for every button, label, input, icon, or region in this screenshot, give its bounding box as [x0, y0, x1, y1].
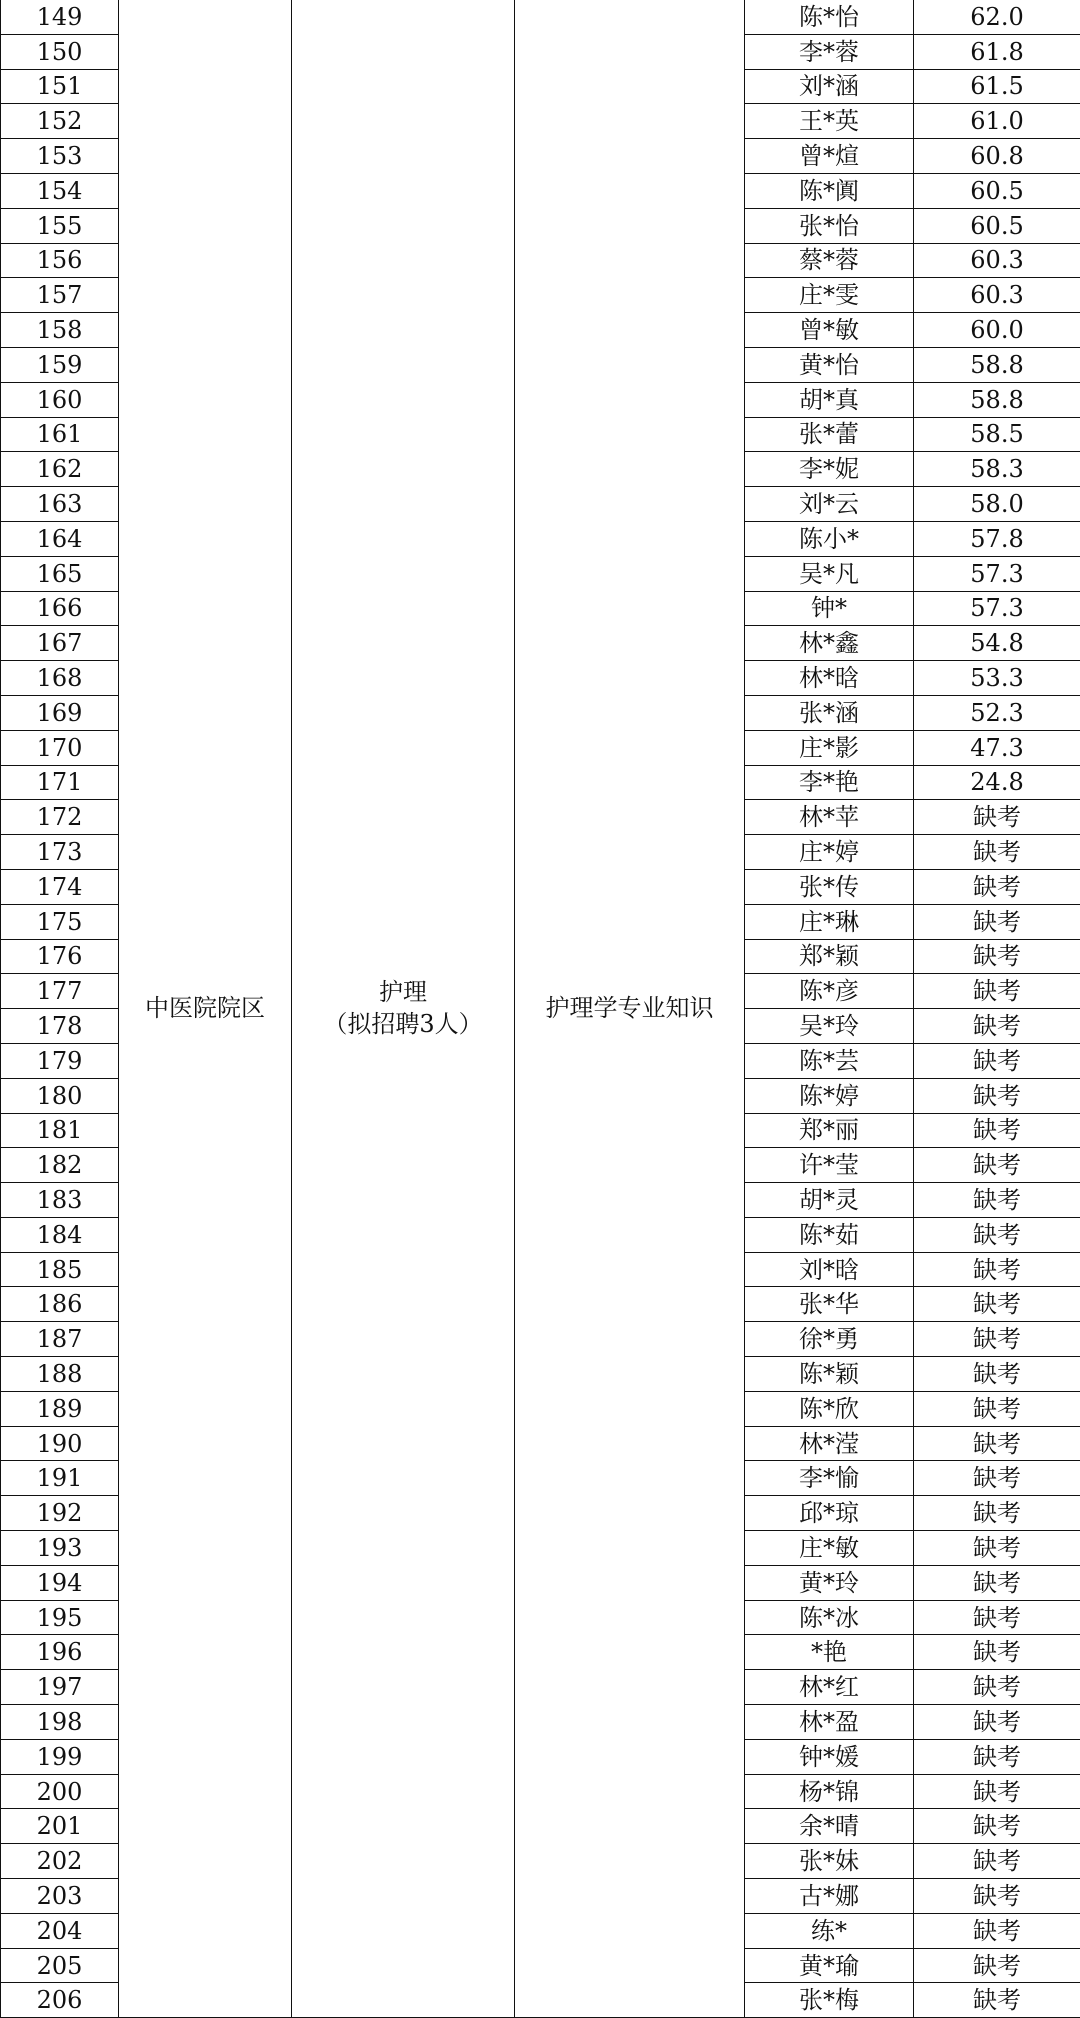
serial-number-cell: 150: [1, 34, 119, 69]
position-title: 护理: [292, 977, 514, 1008]
score-cell: 缺考: [914, 1183, 1080, 1218]
serial-number-cell: 201: [1, 1809, 119, 1844]
candidate-name-cell: 庄*琳: [745, 904, 914, 939]
candidate-name-cell: 陈*彦: [745, 974, 914, 1009]
serial-number-cell: 181: [1, 1113, 119, 1148]
score-cell: 60.3: [914, 243, 1080, 278]
candidate-name-cell: *艳: [745, 1635, 914, 1670]
serial-number-cell: 168: [1, 661, 119, 696]
serial-number-cell: 177: [1, 974, 119, 1009]
score-cell: 缺考: [914, 1357, 1080, 1392]
candidate-name-cell: 郑*颖: [745, 939, 914, 974]
score-cell: 缺考: [914, 1217, 1080, 1252]
candidate-name-cell: 张*蕾: [745, 417, 914, 452]
serial-number-cell: 166: [1, 591, 119, 626]
candidate-name-cell: 李*愉: [745, 1461, 914, 1496]
serial-number-cell: 197: [1, 1670, 119, 1705]
candidate-name-cell: 蔡*蓉: [745, 243, 914, 278]
serial-number-cell: 155: [1, 208, 119, 243]
candidate-name-cell: 李*艳: [745, 765, 914, 800]
candidate-name-cell: 黄*瑜: [745, 1948, 914, 1983]
serial-number-cell: 182: [1, 1148, 119, 1183]
serial-number-cell: 175: [1, 904, 119, 939]
serial-number-cell: 196: [1, 1635, 119, 1670]
score-cell: 缺考: [914, 835, 1080, 870]
serial-number-cell: 149: [1, 0, 119, 34]
score-cell: 缺考: [914, 1322, 1080, 1357]
score-cell: 60.3: [914, 278, 1080, 313]
score-cell: 57.8: [914, 521, 1080, 556]
score-cell: 缺考: [914, 1774, 1080, 1809]
score-cell: 缺考: [914, 1948, 1080, 1983]
exam-subject-cell: 护理学专业知识: [515, 0, 745, 2018]
candidate-name-cell: 徐*勇: [745, 1322, 914, 1357]
serial-number-cell: 153: [1, 139, 119, 174]
serial-number-cell: 164: [1, 521, 119, 556]
score-cell: 47.3: [914, 730, 1080, 765]
candidate-name-cell: 林*红: [745, 1670, 914, 1705]
candidate-name-cell: 吴*玲: [745, 1009, 914, 1044]
score-cell: 缺考: [914, 1670, 1080, 1705]
score-cell: 53.3: [914, 661, 1080, 696]
score-cell: 缺考: [914, 800, 1080, 835]
candidate-name-cell: 郑*丽: [745, 1113, 914, 1148]
candidate-name-cell: 余*晴: [745, 1809, 914, 1844]
score-cell: 57.3: [914, 591, 1080, 626]
candidate-name-cell: 刘*云: [745, 487, 914, 522]
serial-number-cell: 185: [1, 1252, 119, 1287]
score-cell: 缺考: [914, 1844, 1080, 1879]
score-cell: 缺考: [914, 1809, 1080, 1844]
serial-number-cell: 183: [1, 1183, 119, 1218]
candidate-name-cell: 胡*灵: [745, 1183, 914, 1218]
candidate-name-cell: 黄*怡: [745, 347, 914, 382]
score-cell: 缺考: [914, 1705, 1080, 1740]
score-cell: 缺考: [914, 1983, 1080, 2018]
serial-number-cell: 198: [1, 1705, 119, 1740]
candidate-name-cell: 杨*锦: [745, 1774, 914, 1809]
score-cell: 缺考: [914, 1391, 1080, 1426]
score-cell: 缺考: [914, 1496, 1080, 1531]
score-cell: 58.3: [914, 452, 1080, 487]
candidate-name-cell: 庄*雯: [745, 278, 914, 313]
serial-number-cell: 192: [1, 1496, 119, 1531]
score-cell: 缺考: [914, 1148, 1080, 1183]
candidate-name-cell: 陈*欣: [745, 1391, 914, 1426]
candidate-name-cell: 张*妹: [745, 1844, 914, 1879]
serial-number-cell: 203: [1, 1879, 119, 1914]
score-cell: 缺考: [914, 1252, 1080, 1287]
score-cell: 24.8: [914, 765, 1080, 800]
serial-number-cell: 187: [1, 1322, 119, 1357]
serial-number-cell: 180: [1, 1078, 119, 1113]
score-cell: 62.0: [914, 0, 1080, 34]
serial-number-cell: 159: [1, 347, 119, 382]
score-cell: 缺考: [914, 904, 1080, 939]
district-cell: 中医院院区: [119, 0, 292, 2018]
candidate-name-cell: 庄*影: [745, 730, 914, 765]
table-body: [1, 0, 1080, 2018]
score-cell: 缺考: [914, 1426, 1080, 1461]
serial-number-cell: 173: [1, 835, 119, 870]
serial-number-cell: 152: [1, 104, 119, 139]
candidate-name-cell: 王*英: [745, 104, 914, 139]
serial-number-cell: 174: [1, 869, 119, 904]
serial-number-cell: 204: [1, 1913, 119, 1948]
serial-number-cell: 176: [1, 939, 119, 974]
candidate-name-cell: 张*梅: [745, 1983, 914, 2018]
candidate-name-cell: 练*: [745, 1913, 914, 1948]
candidate-name-cell: 邱*琼: [745, 1496, 914, 1531]
serial-number-cell: 165: [1, 556, 119, 591]
table-row: [1, 0, 1080, 34]
serial-number-cell: 199: [1, 1739, 119, 1774]
candidate-name-cell: 陈*芸: [745, 1043, 914, 1078]
score-cell: 54.8: [914, 626, 1080, 661]
score-cell: 缺考: [914, 1531, 1080, 1566]
candidate-name-cell: 张*传: [745, 869, 914, 904]
score-cell: 58.5: [914, 417, 1080, 452]
position-cell: [292, 0, 515, 2018]
candidate-name-cell: 陈*颖: [745, 1357, 914, 1392]
candidate-name-cell: 刘*涵: [745, 69, 914, 104]
candidate-name-cell: 陈*茹: [745, 1217, 914, 1252]
candidate-name-cell: 陈*冰: [745, 1600, 914, 1635]
candidate-name-cell: 许*莹: [745, 1148, 914, 1183]
candidate-name-cell: 吴*凡: [745, 556, 914, 591]
serial-number-cell: 162: [1, 452, 119, 487]
score-cell: 52.3: [914, 695, 1080, 730]
serial-number-cell: 169: [1, 695, 119, 730]
serial-number-cell: 205: [1, 1948, 119, 1983]
candidate-name-cell: 李*妮: [745, 452, 914, 487]
score-cell: 缺考: [914, 869, 1080, 904]
score-cell: 58.8: [914, 347, 1080, 382]
serial-number-cell: 206: [1, 1983, 119, 2018]
candidate-name-cell: 曾*敏: [745, 313, 914, 348]
score-cell: 缺考: [914, 1600, 1080, 1635]
serial-number-cell: 161: [1, 417, 119, 452]
serial-number-cell: 184: [1, 1217, 119, 1252]
candidate-name-cell: 胡*真: [745, 382, 914, 417]
score-cell: 缺考: [914, 1009, 1080, 1044]
serial-number-cell: 172: [1, 800, 119, 835]
score-cell: 缺考: [914, 1913, 1080, 1948]
score-cell: 缺考: [914, 1287, 1080, 1322]
score-cell: 缺考: [914, 1043, 1080, 1078]
serial-number-cell: 186: [1, 1287, 119, 1322]
serial-number-cell: 178: [1, 1009, 119, 1044]
position-quota-note: （拟招聘3人）: [292, 1009, 514, 1040]
score-cell: 58.8: [914, 382, 1080, 417]
candidate-name-cell: 林*盈: [745, 1705, 914, 1740]
candidate-name-cell: 李*蓉: [745, 34, 914, 69]
score-cell: 57.3: [914, 556, 1080, 591]
score-cell: 缺考: [914, 1461, 1080, 1496]
candidate-name-cell: 张*涵: [745, 695, 914, 730]
candidate-name-cell: 陈*婷: [745, 1078, 914, 1113]
serial-number-cell: 170: [1, 730, 119, 765]
candidate-name-cell: 陈*阗: [745, 173, 914, 208]
candidate-name-cell: 陈*怡: [745, 0, 914, 34]
score-cell: 缺考: [914, 1078, 1080, 1113]
candidate-name-cell: 钟*: [745, 591, 914, 626]
candidate-name-cell: 黄*玲: [745, 1565, 914, 1600]
score-cell: 61.8: [914, 34, 1080, 69]
serial-number-cell: 163: [1, 487, 119, 522]
score-cell: 58.0: [914, 487, 1080, 522]
candidate-name-cell: 林*鑫: [745, 626, 914, 661]
serial-number-cell: 151: [1, 69, 119, 104]
candidate-name-cell: 张*怡: [745, 208, 914, 243]
score-cell: 60.5: [914, 208, 1080, 243]
serial-number-cell: 171: [1, 765, 119, 800]
serial-number-cell: 200: [1, 1774, 119, 1809]
candidate-name-cell: 庄*敏: [745, 1531, 914, 1566]
serial-number-cell: 154: [1, 173, 119, 208]
serial-number-cell: 191: [1, 1461, 119, 1496]
serial-number-cell: 156: [1, 243, 119, 278]
score-cell: 60.5: [914, 173, 1080, 208]
score-cell: 缺考: [914, 1739, 1080, 1774]
score-cell: 61.5: [914, 69, 1080, 104]
serial-number-cell: 179: [1, 1043, 119, 1078]
candidate-name-cell: 林*滢: [745, 1426, 914, 1461]
candidate-name-cell: 陈小*: [745, 521, 914, 556]
candidate-name-cell: 林*苹: [745, 800, 914, 835]
score-cell: 60.8: [914, 139, 1080, 174]
score-cell: 缺考: [914, 1113, 1080, 1148]
serial-number-cell: 157: [1, 278, 119, 313]
serial-number-cell: 193: [1, 1531, 119, 1566]
serial-number-cell: 195: [1, 1600, 119, 1635]
score-cell: 61.0: [914, 104, 1080, 139]
serial-number-cell: 158: [1, 313, 119, 348]
candidate-name-cell: 林*晗: [745, 661, 914, 696]
serial-number-cell: 160: [1, 382, 119, 417]
serial-number-cell: 190: [1, 1426, 119, 1461]
score-cell: 缺考: [914, 1565, 1080, 1600]
candidate-name-cell: 张*华: [745, 1287, 914, 1322]
candidate-name-cell: 钟*媛: [745, 1739, 914, 1774]
candidate-name-cell: 曾*煊: [745, 139, 914, 174]
serial-number-cell: 194: [1, 1565, 119, 1600]
candidate-name-cell: 古*娜: [745, 1879, 914, 1914]
score-cell: 60.0: [914, 313, 1080, 348]
serial-number-cell: 202: [1, 1844, 119, 1879]
candidate-name-cell: 庄*婷: [745, 835, 914, 870]
serial-number-cell: 189: [1, 1391, 119, 1426]
score-cell: 缺考: [914, 1635, 1080, 1670]
score-cell: 缺考: [914, 974, 1080, 1009]
candidate-name-cell: 刘*晗: [745, 1252, 914, 1287]
serial-number-cell: 188: [1, 1357, 119, 1392]
score-cell: 缺考: [914, 1879, 1080, 1914]
score-cell: 缺考: [914, 939, 1080, 974]
serial-number-cell: 167: [1, 626, 119, 661]
